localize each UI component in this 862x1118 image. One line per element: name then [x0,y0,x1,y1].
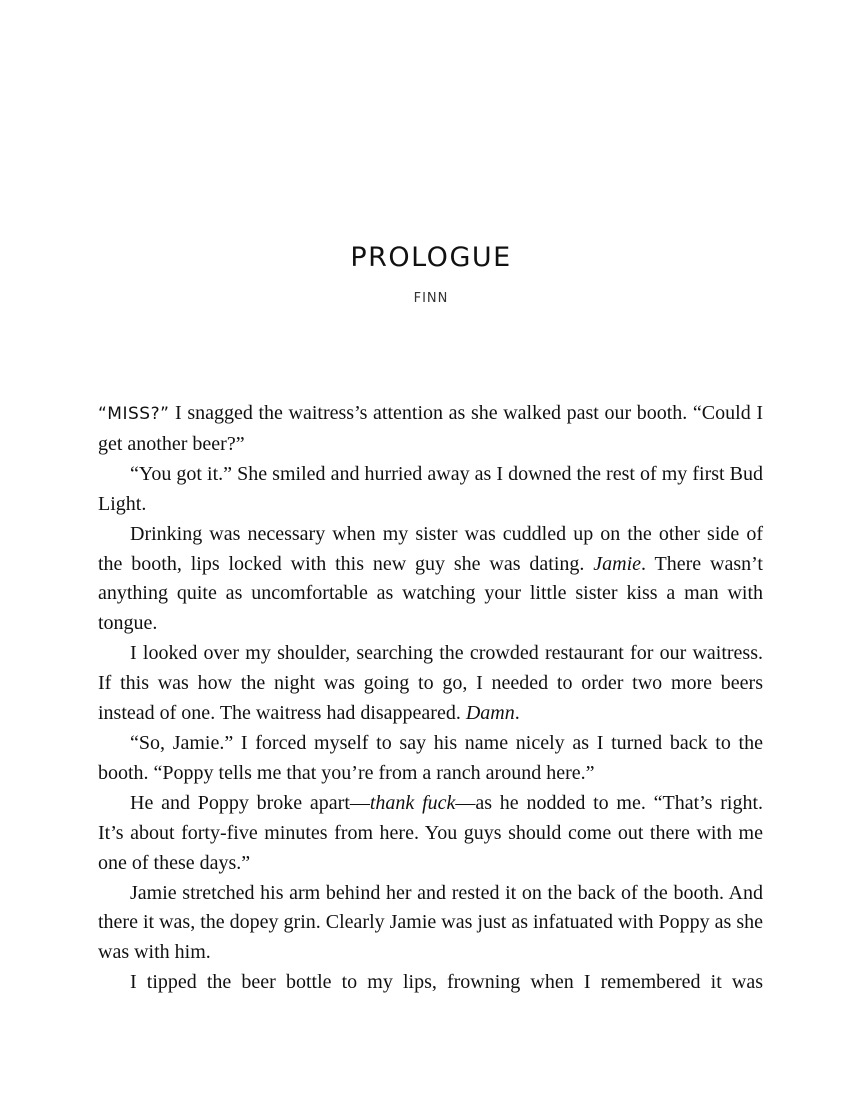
paragraph-lead: “MISS?” [98,404,170,424]
paragraph: Jamie stretched his arm behind her and rested it on the back of the booth. And there it was, the dopey grin. Clearly Jamie was just as infatuated with Poppy as she was with him. [98,881,763,964]
paragraph: I tipped the beer bottle to my lips, frowning when I remembered it was [130,971,763,994]
paragraph: “So, Jamie.” I forced myself to say his name nicely as I turned back to the booth. “Poppy tells me that you’re from a ranch around here.” [98,731,763,784]
paragraph-text: . There wasn’t anything quite as uncomfortable as watching your little sister kiss a man with tongue. [98,552,763,635]
emphasis: Jamie [593,552,642,575]
chapter-title: PROLOGUE [350,242,512,273]
paragraph [98,520,763,640]
chapter-body [98,399,763,998]
paragraph-text: I snagged the waitress’s attention as she walked past our booth. “Could I get another beer?” [98,402,763,455]
paragraph-text: I looked over my shoulder, searching the crowded restaurant for our waitress. If this was how the night was going to go, I needed to order two more beers instead of one. The waitress had disappeared. [98,642,763,725]
paragraph-text: —as he nodded to me. “That’s right. It’s about forty-five minutes from here. You guys should come out there with me one of these days.” [98,791,764,874]
paragraph-text: Drinking was necessary when my sister was cuddled up on the other side of the booth, lips locked with this new guy she was dating. [98,522,763,575]
paragraph [98,789,763,879]
paragraph [98,399,763,460]
emphasis: Damn [465,702,515,725]
paragraph-text: He and Poppy broke apart— [130,791,370,814]
chapter-narrator: FINN [413,291,449,306]
emphasis: thank fuck [369,791,456,814]
paragraph: “You got it.” She smiled and hurried away as I downed the rest of my first Bud Light. [98,462,763,515]
paragraph [98,639,763,729]
paragraph-text: . [514,702,520,725]
